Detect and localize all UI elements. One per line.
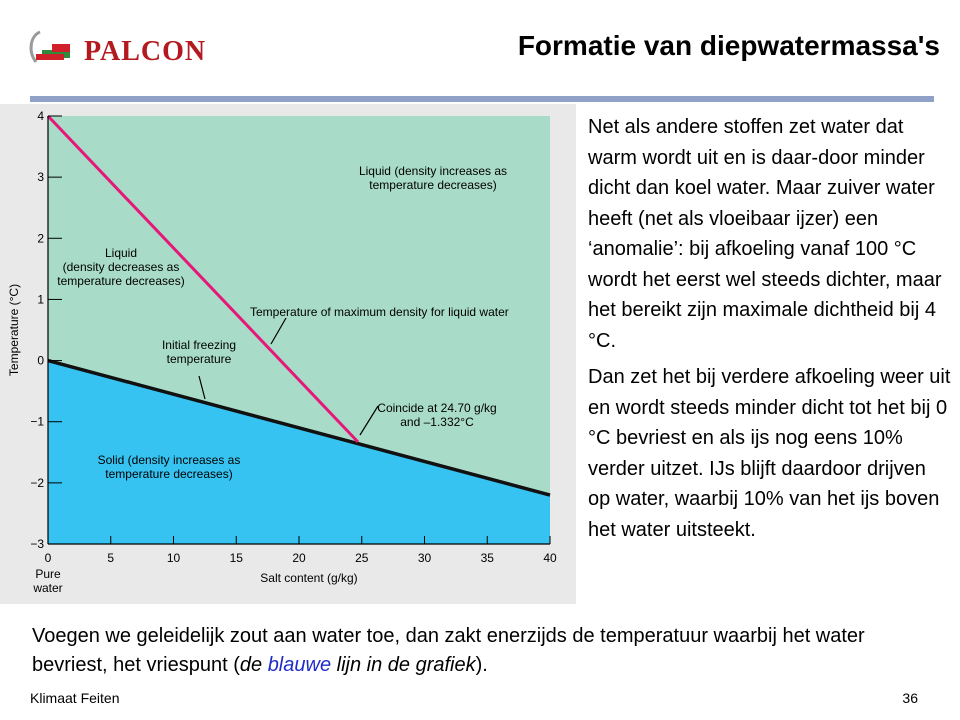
liquid-lower-annotation: (density decreases as [62,260,180,274]
x-tick-label: 0 [44,551,52,565]
y-tick-label: −3 [30,537,44,551]
freezing-annotation: temperature [166,352,232,366]
hands-logo-icon [22,26,82,74]
x-tick-label: 40 [543,551,557,565]
x-tick-label: 30 [417,551,432,565]
paragraph-1: Net als andere stoffen zet water dat warm wordt uit en is daar-door minder dicht dan koel water. Maar zuiver water heeft (net als vloeibaar ijzer) een ‘anomalie’: bij afkoeling vanaf 100 °C wordt het eerst wel steeds dichter, maar het bereikt zijn maximale dichtheid bij 4 °C. [588,116,942,352]
title-divider [30,96,934,102]
liquid-upper-annotation: Liquid (density increases as [358,164,508,178]
y-tick-label: −1 [30,414,44,429]
y-tick-label: −2 [30,475,44,490]
pure-water-label: water [33,581,63,595]
coincide-annotation: Coincide at 24.70 g/kg [377,401,497,415]
page-number: 36 [902,690,918,706]
coincide-annotation: and –1.332°C [400,415,474,429]
side-text [588,112,953,551]
x-tick-label: 5 [107,551,115,565]
liquid-lower-annotation: temperature decreases) [57,274,185,288]
bottom-italic-2: lijn in de grafiek [331,654,476,676]
x-tick-label: 25 [355,551,369,565]
x-tick-label: 10 [166,551,181,565]
paragraph-2: Dan zet het bij verdere afkoeling weer uit en wordt steeds minder dicht tot het bij 0 °C bevriest en als ijs nog eens 10% verder uitzet. IJs blijft daardoor drijven op water, waarbij 10% van het ijs boven het water uitsteekt. [588,366,951,541]
bottom-blue-word: blauwe [267,654,332,676]
logo-text: PALCON [84,36,207,67]
y-tick-label: 1 [37,292,44,307]
liquid-upper-annotation: temperature decreases) [369,178,497,192]
footer-source: Klimaat Feiten [30,690,120,706]
pure-water-label: Pure [35,567,61,581]
bottom-text [32,622,932,680]
freezing-annotation: Initial freezing [161,338,237,352]
slide-title: Formatie van diepwatermassa's [517,30,940,61]
solid-annotation: temperature decreases) [105,467,233,481]
phase-chart [0,104,576,604]
y-tick-label: 4 [37,109,44,123]
x-tick-label: 35 [480,551,494,565]
x-axis-label: Salt content (g/kg) [260,571,358,585]
liquid-lower-annotation: Liquid [104,246,138,260]
x-tick-label: 15 [229,551,243,565]
y-tick-label: 0 [37,353,44,368]
x-tick-label: 20 [292,551,306,565]
bottom-text-end: ). [475,654,488,676]
y-tick-label: 3 [37,170,44,185]
bottom-italic-1: de [239,654,268,676]
max-density-annotation: Temperature of maximum density for liquid water [250,305,509,319]
y-axis-label: Temperature (°C) [7,283,21,377]
bottom-text-start: Voegen we geleidelijk zout aan water toe, dan zakt enerzijds de temperatuur waarbij het water bevriest, het vriespunt ( [32,625,865,676]
y-tick-label: 2 [37,231,44,246]
palcon-logo [22,26,222,74]
chart-svg [0,104,576,604]
solid-annotation: Solid (density increases as [97,453,241,467]
